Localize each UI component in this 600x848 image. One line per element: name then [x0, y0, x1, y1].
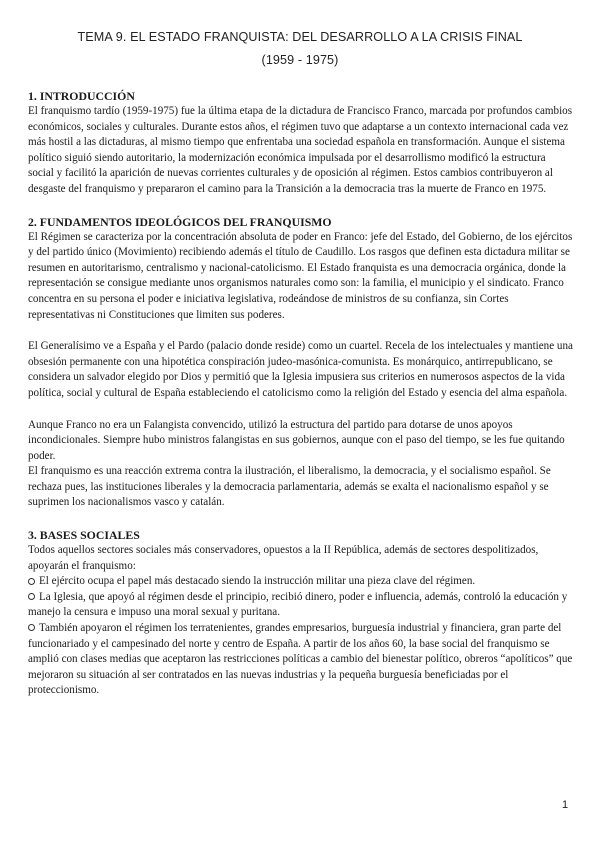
- document-title: TEMA 9. EL ESTADO FRANQUISTA: DEL DESARROLLO A LA CRISIS FINAL: [77, 30, 523, 44]
- paragraph-fundamentos-2: El Generalísimo ve a España y el Pardo (palacio donde reside) como un cuartel. Recela de los intelectuales y mantiene una obsesión permanente con una hipotética conspiración judeo-masónica-comunista. Es monárquico, antirrepublicano, se considera un salvador elegido por Dios y permitió que la Iglesia impusiera sus criterios en numerosos aspectos de la vida política, social y cultural de España estableciendo el catolicismo como la religión del Estado y esencia del alma española.: [28, 340, 573, 399]
- paragraph-fundamentos-4: El franquismo es una reacción extrema contra la ilustración, el liberalismo, la democracia, y el socialismo español. Se rechaza pues, las instituciones liberales y la democracia parlamentaria, además se exalta el nacionalismo español y se suprimen los nacionalismos vasco y catalán.: [28, 465, 551, 509]
- list-item: También apoyaron el régimen los terratenientes, grandes empresarios, burguesía industrial y financiera, gran parte del funcionariado y el campesinado del norte y centro de España. A partir de los años 60, la base social del franquismo se amplió con clases medias que aceptaron las restricciones políticas a cambio del bienestar político, obreros “apolíticos” que mejoraron su situación al ser contratados en las nuevas industrias y la pequeña burguesía beneficiadas por el proteccionismo.: [28, 622, 573, 697]
- circle-bullet-icon: [28, 578, 35, 585]
- paragraph-intro: El franquismo tardío (1959-1975) fue la última etapa de la dictadura de Francisco Franco, marcada por profundos cambios económicos, sociales y culturales. Durante estos años, el régimen tuvo que adaptarse a un contexto internacional cada vez más hostil a las dictaduras, al mismo tiempo que enfrentaba una sociedad española en transformación. Aunque el sistema político siguió siendo autoritario, la modernización económica impulsada por el desarrollismo modificó la estructura social y facilitó la aparición de nuevas corrientes culturales y de oposición al régimen. Estos cambios contribuyeron al desgaste del franquismo y prepararon el camino para la Transición a la democracia tras la muerte de Franco en 1975.: [28, 105, 573, 195]
- list-item: El ejército ocupa el papel más destacado siendo la instrucción militar una pieza clave del régimen.: [28, 574, 574, 590]
- paragraph-fundamentos-1: El Régimen se caracteriza por la concentración absoluta de poder en Franco: jefe del Estado, del Gobierno, de los ejércitos y del partido único (Movimiento) recibiendo además el título de Caudillo. Los rasgos que definen esta dictadura militar se resumen en autoritarismo, centralismo y nacional-catolicismo. El Estado franquista es una democracia orgánica, donde la representación se consigue mediante unos organismos naturales como son: la familia, el municipio y el sindicato. Franco concentra en su persona el poder e iniciativa legislativa, rodeándose de ministros de su confianza, sin Cortes representativas ni Constituciones que limiten sus poderes.: [28, 230, 573, 321]
- document-body: [28, 88, 574, 699]
- section-heading-bases: 3. BASES SOCIALES: [28, 528, 140, 543]
- circle-bullet-icon: [28, 593, 35, 600]
- paragraph-fundamentos-3: Aunque Franco no era un Falangista convencido, utilizó la estructura del partido para dotarse de unos apoyos incondicionales. Siempre hubo ministros falangistas en sus gobiernos, aunque con el paso del tiempo, se les fue quitando poder.: [28, 418, 565, 462]
- section-heading-intro: 1. INTRODUCCIÓN: [28, 89, 135, 103]
- document-subtitle-years: (1959 - 1975): [261, 53, 339, 67]
- page-number: 1: [562, 799, 569, 811]
- section-heading-fundamentos: 2. FUNDAMENTOS IDEOLÓGICOS DEL FRANQUISMO: [28, 214, 332, 229]
- paragraph-bases-intro: Todos aquellos sectores sociales más conservadores, opuestos a la II República, además de sectores despolitizados, apoyarán el franquismo:: [28, 544, 539, 572]
- list-item: La Iglesia, que apoyó al régimen desde el principio, recibió dinero, poder e influencia, además, controló la educación y manejo la censura e impuso una moral sexual y puritana.: [28, 590, 568, 619]
- circle-bullet-icon: [28, 624, 35, 631]
